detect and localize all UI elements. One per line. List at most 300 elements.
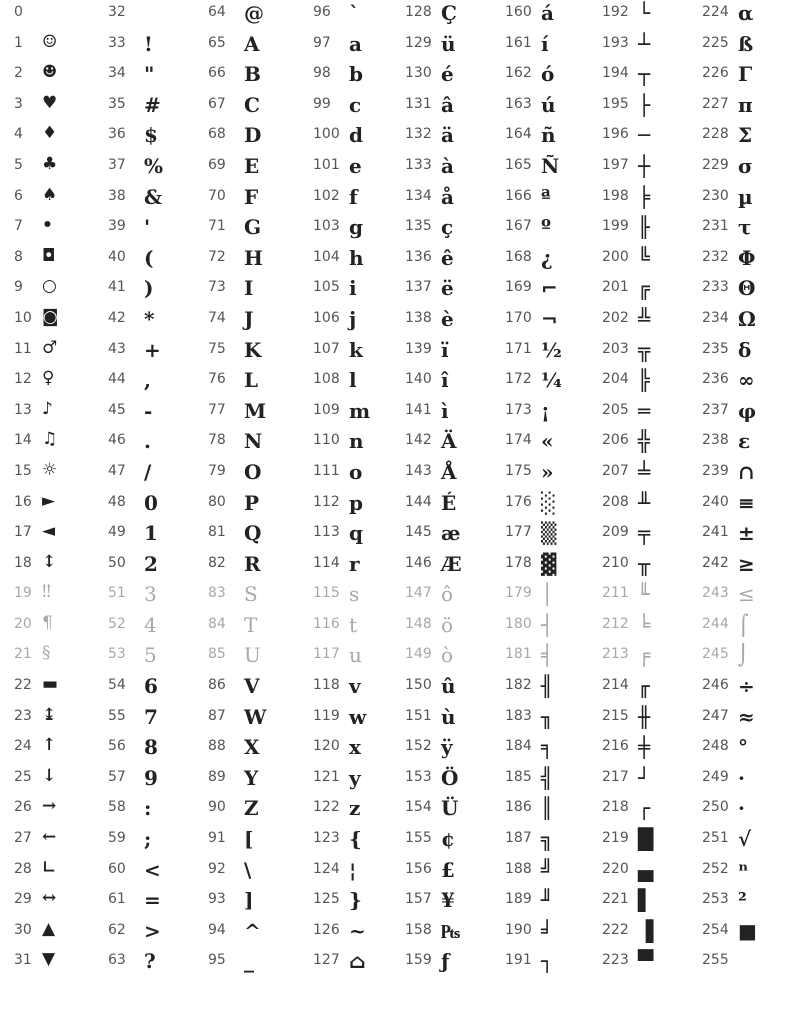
char-code: 151 xyxy=(405,707,432,724)
char-code: 180 xyxy=(505,615,532,632)
char-code: 240 xyxy=(702,493,729,510)
char-code: 121 xyxy=(313,768,340,785)
char-code: 182 xyxy=(505,677,532,694)
char-code: 56 xyxy=(108,738,126,755)
char-glyph: ╟ xyxy=(638,215,651,240)
char-code: 91 xyxy=(208,830,226,847)
char-glyph: ○ xyxy=(42,276,57,297)
char-row xyxy=(108,522,206,553)
char-code: 128 xyxy=(405,4,432,20)
char-glyph: ┌ xyxy=(638,796,651,821)
char-glyph: O xyxy=(244,459,262,484)
char-glyph: • xyxy=(42,215,53,236)
char-code: 223 xyxy=(602,952,629,969)
char-row xyxy=(313,308,411,339)
char-row xyxy=(702,920,790,951)
char-row xyxy=(505,553,603,584)
char-code: 26 xyxy=(14,799,32,816)
char-glyph: ↓ xyxy=(42,765,57,786)
char-code: 204 xyxy=(602,371,629,388)
char-code: 150 xyxy=(405,677,432,694)
char-glyph: ê xyxy=(441,245,454,270)
char-row xyxy=(405,155,503,186)
char-row xyxy=(505,828,603,859)
char-glyph: ╖ xyxy=(541,704,554,729)
char-code: 217 xyxy=(602,768,629,785)
char-row xyxy=(602,33,700,64)
char-row xyxy=(702,797,790,828)
char-row xyxy=(602,553,700,584)
char-code: 173 xyxy=(505,401,532,418)
char-row xyxy=(208,706,306,737)
char-row xyxy=(14,675,112,706)
char-code: 116 xyxy=(313,615,340,632)
char-row xyxy=(405,124,503,155)
char-glyph: ƒ xyxy=(441,949,450,974)
char-row xyxy=(602,339,700,370)
char-code: 106 xyxy=(313,309,340,326)
char-code: 64 xyxy=(208,4,226,20)
char-row xyxy=(405,889,503,920)
char-row xyxy=(14,583,112,614)
char-glyph: ┬ xyxy=(638,62,651,87)
char-row xyxy=(14,124,112,155)
char-glyph: ° xyxy=(738,735,748,760)
char-row xyxy=(208,33,306,64)
char-row xyxy=(313,644,411,675)
char-row xyxy=(208,155,306,186)
chart-column-224-255 xyxy=(702,2,790,981)
char-row xyxy=(14,706,112,737)
char-glyph: 2 xyxy=(144,551,158,576)
char-glyph: T xyxy=(244,612,258,637)
char-code: 18 xyxy=(14,554,32,571)
char-code: 39 xyxy=(108,218,126,235)
char-code: 117 xyxy=(313,646,340,663)
char-row xyxy=(602,797,700,828)
char-row xyxy=(405,216,503,247)
char-row xyxy=(108,369,206,400)
char-row xyxy=(702,155,790,186)
char-glyph: √ xyxy=(738,827,752,852)
char-glyph: ◘ xyxy=(42,245,56,266)
char-row xyxy=(14,308,112,339)
char-glyph: c xyxy=(349,92,362,117)
char-code: 14 xyxy=(14,432,32,449)
char-glyph: N xyxy=(244,429,263,454)
char-code: 243 xyxy=(702,585,729,602)
chart-column-128-159 xyxy=(405,2,503,981)
char-row xyxy=(505,430,603,461)
char-glyph: r xyxy=(349,551,360,576)
char-row xyxy=(405,308,503,339)
char-code: 142 xyxy=(405,432,432,449)
char-glyph: l xyxy=(349,368,357,393)
char-row xyxy=(602,2,700,33)
char-code: 115 xyxy=(313,585,340,602)
char-glyph: [ xyxy=(244,827,254,852)
char-glyph: ç xyxy=(441,215,454,240)
char-glyph: F xyxy=(244,184,259,209)
char-row xyxy=(313,828,411,859)
char-glyph: . xyxy=(144,429,151,454)
char-glyph: ` xyxy=(349,1,359,25)
char-code: 23 xyxy=(14,707,32,724)
char-code: 90 xyxy=(208,799,226,816)
char-row xyxy=(313,94,411,125)
char-row xyxy=(405,94,503,125)
char-code: 62 xyxy=(108,921,126,938)
char-row xyxy=(505,124,603,155)
char-row xyxy=(405,2,503,33)
char-glyph: j xyxy=(349,306,357,331)
char-code: 191 xyxy=(505,952,532,969)
char-glyph: D xyxy=(244,123,262,148)
char-code: 8 xyxy=(14,248,23,265)
char-glyph: ‼ xyxy=(42,582,51,603)
char-row xyxy=(313,614,411,645)
char-code: 68 xyxy=(208,126,226,143)
char-row xyxy=(405,461,503,492)
char-glyph: ♣ xyxy=(42,153,58,174)
char-row xyxy=(405,583,503,614)
char-code: 232 xyxy=(702,248,729,265)
char-code: 38 xyxy=(108,187,126,204)
char-row xyxy=(313,920,411,951)
char-row xyxy=(14,492,112,523)
char-code: 48 xyxy=(108,493,126,510)
chart-column-0-31 xyxy=(14,2,112,981)
char-code: 120 xyxy=(313,738,340,755)
char-row xyxy=(14,63,112,94)
char-glyph: ≤ xyxy=(738,582,755,607)
char-code: 171 xyxy=(505,340,532,357)
char-glyph: ï xyxy=(441,337,449,362)
char-row xyxy=(208,216,306,247)
char-code: 247 xyxy=(702,707,729,724)
char-glyph: ª xyxy=(541,184,551,209)
char-code: 226 xyxy=(702,65,729,82)
char-code: 147 xyxy=(405,585,432,602)
char-row xyxy=(405,675,503,706)
char-code: 114 xyxy=(313,554,340,571)
char-code: 136 xyxy=(405,248,432,265)
char-code: 156 xyxy=(405,860,432,877)
char-code: 239 xyxy=(702,462,729,479)
char-code: 124 xyxy=(313,860,340,877)
char-row xyxy=(208,461,306,492)
char-row xyxy=(702,614,790,645)
char-glyph: ¦ xyxy=(349,857,357,882)
char-row xyxy=(313,155,411,186)
char-code: 195 xyxy=(602,95,629,112)
char-code: 208 xyxy=(602,493,629,510)
char-code: 245 xyxy=(702,646,729,663)
char-glyph: * xyxy=(144,306,155,331)
char-glyph: τ xyxy=(738,215,752,240)
char-code: 2 xyxy=(14,65,23,82)
char-glyph: ╧ xyxy=(638,459,651,484)
chart-column-192-223 xyxy=(602,2,700,981)
char-code: 36 xyxy=(108,126,126,143)
char-code: 73 xyxy=(208,279,226,296)
char-glyph: : xyxy=(144,796,152,821)
char-glyph: Y xyxy=(244,765,259,790)
char-code: 185 xyxy=(505,768,532,785)
char-code: 148 xyxy=(405,615,432,632)
char-code: 17 xyxy=(14,524,32,541)
char-row xyxy=(702,706,790,737)
char-code: 75 xyxy=(208,340,226,357)
char-glyph: ¢ xyxy=(441,827,455,852)
char-code: 205 xyxy=(602,401,629,418)
char-row xyxy=(313,767,411,798)
char-code: 199 xyxy=(602,218,629,235)
char-glyph: █ xyxy=(638,827,654,852)
char-glyph: Æ xyxy=(441,551,462,576)
chart-column-64-95 xyxy=(208,2,306,981)
char-code: 246 xyxy=(702,677,729,694)
char-code: 21 xyxy=(14,646,32,663)
char-code: 19 xyxy=(14,585,32,602)
char-glyph: { xyxy=(349,827,362,852)
char-code: 203 xyxy=(602,340,629,357)
char-glyph: ì xyxy=(441,398,449,423)
char-row xyxy=(702,277,790,308)
char-glyph: q xyxy=(349,521,363,546)
char-glyph: ╦ xyxy=(638,337,651,362)
char-row xyxy=(602,216,700,247)
char-row xyxy=(505,797,603,828)
char-row xyxy=(313,339,411,370)
char-glyph: o xyxy=(349,459,363,484)
char-glyph: ∩ xyxy=(738,459,755,484)
char-code: 76 xyxy=(208,371,226,388)
char-row xyxy=(602,828,700,859)
char-code: 178 xyxy=(505,554,532,571)
char-code: 22 xyxy=(14,677,32,694)
char-row xyxy=(313,33,411,64)
char-code: 221 xyxy=(602,891,629,908)
char-row xyxy=(702,63,790,94)
char-glyph: y xyxy=(349,765,361,790)
char-glyph: b xyxy=(349,62,363,87)
char-glyph: ∞ xyxy=(738,368,755,393)
char-glyph: V xyxy=(244,674,260,699)
char-row xyxy=(602,644,700,675)
char-row xyxy=(702,216,790,247)
char-glyph: ; xyxy=(144,827,152,852)
char-code: 52 xyxy=(108,615,126,632)
char-glyph: ╚ xyxy=(638,245,651,270)
char-code: 218 xyxy=(602,799,629,816)
char-row xyxy=(108,33,206,64)
char-code: 1 xyxy=(14,34,23,51)
char-code: 237 xyxy=(702,401,729,418)
char-row xyxy=(702,644,790,675)
char-row xyxy=(108,797,206,828)
char-glyph: Ö xyxy=(441,765,459,790)
char-code: 33 xyxy=(108,34,126,51)
char-row xyxy=(108,63,206,94)
char-row xyxy=(108,644,206,675)
char-code: 108 xyxy=(313,371,340,388)
char-row xyxy=(602,94,700,125)
char-glyph: ⌡ xyxy=(738,643,749,668)
char-code: 69 xyxy=(208,156,226,173)
char-code: 72 xyxy=(208,248,226,265)
char-code: 244 xyxy=(702,615,729,632)
char-row xyxy=(602,461,700,492)
char-code: 5 xyxy=(14,156,23,173)
char-glyph: A xyxy=(244,31,260,56)
char-row xyxy=(313,430,411,461)
char-glyph: ╒ xyxy=(638,643,651,668)
char-code: 28 xyxy=(14,860,32,877)
char-row xyxy=(405,950,503,981)
char-glyph: → xyxy=(42,796,57,817)
char-row xyxy=(405,400,503,431)
char-glyph: å xyxy=(441,184,454,209)
char-row xyxy=(14,400,112,431)
char-code: 214 xyxy=(602,677,629,694)
char-row xyxy=(405,63,503,94)
char-code: 92 xyxy=(208,860,226,877)
char-row xyxy=(702,339,790,370)
char-glyph: ╬ xyxy=(638,429,651,454)
char-glyph: é xyxy=(441,62,454,87)
char-code: 230 xyxy=(702,187,729,204)
char-row xyxy=(405,247,503,278)
char-row xyxy=(602,155,700,186)
char-glyph: ╪ xyxy=(638,735,651,760)
char-row xyxy=(602,736,700,767)
char-code: 159 xyxy=(405,952,432,969)
char-row xyxy=(14,797,112,828)
char-glyph: ¥ xyxy=(441,888,455,913)
char-code: 31 xyxy=(14,952,32,969)
char-code: 212 xyxy=(602,615,629,632)
char-row xyxy=(405,369,503,400)
char-glyph: ↔ xyxy=(42,888,57,909)
char-row xyxy=(313,186,411,217)
char-glyph: ╠ xyxy=(638,368,651,393)
char-glyph: ≡ xyxy=(738,490,755,515)
char-glyph: g xyxy=(349,215,363,240)
char-row xyxy=(208,247,306,278)
char-code: 135 xyxy=(405,218,432,235)
char-code: 107 xyxy=(313,340,340,357)
char-row xyxy=(14,920,112,951)
char-code: 184 xyxy=(505,738,532,755)
char-row xyxy=(208,553,306,584)
char-row xyxy=(505,461,603,492)
char-code: 109 xyxy=(313,401,340,418)
char-code: 216 xyxy=(602,738,629,755)
char-glyph: Ω xyxy=(738,306,756,331)
char-row xyxy=(108,430,206,461)
char-glyph: = xyxy=(144,888,161,913)
char-code: 119 xyxy=(313,707,340,724)
char-code: 248 xyxy=(702,738,729,755)
char-glyph: 5 xyxy=(144,643,157,668)
char-code: 50 xyxy=(108,554,126,571)
char-code: 172 xyxy=(505,371,532,388)
char-code: 65 xyxy=(208,34,226,51)
char-code: 196 xyxy=(602,126,629,143)
char-code: 213 xyxy=(602,646,629,663)
char-row xyxy=(108,339,206,370)
char-row xyxy=(602,675,700,706)
char-row xyxy=(702,461,790,492)
char-glyph: ╗ xyxy=(541,827,554,852)
char-code: 88 xyxy=(208,738,226,755)
char-glyph: d xyxy=(349,123,363,148)
char-row xyxy=(208,63,306,94)
char-glyph: ╝ xyxy=(541,857,554,882)
char-row xyxy=(505,308,603,339)
char-row xyxy=(602,706,700,737)
char-row xyxy=(405,736,503,767)
char-glyph: · xyxy=(738,796,745,821)
char-row xyxy=(702,950,790,981)
char-glyph: ┤ xyxy=(541,612,554,637)
char-glyph: í xyxy=(541,31,549,56)
char-row xyxy=(405,339,503,370)
char-row xyxy=(702,430,790,461)
char-code: 51 xyxy=(108,585,126,602)
char-code: 42 xyxy=(108,309,126,326)
char-row xyxy=(602,614,700,645)
char-glyph: ▒ xyxy=(541,521,557,546)
char-row xyxy=(405,828,503,859)
char-glyph: e xyxy=(349,153,362,178)
char-row xyxy=(405,33,503,64)
char-glyph: > xyxy=(144,918,161,943)
char-code: 24 xyxy=(14,738,32,755)
char-code: 70 xyxy=(208,187,226,204)
char-code: 169 xyxy=(505,279,532,296)
char-code: 54 xyxy=(108,677,126,694)
char-row xyxy=(505,859,603,890)
char-code: 71 xyxy=(208,218,226,235)
char-code: 104 xyxy=(313,248,340,265)
char-code: 96 xyxy=(313,4,331,20)
char-glyph: # xyxy=(144,92,161,117)
char-glyph: 8 xyxy=(144,735,158,760)
char-glyph: § xyxy=(42,643,51,664)
char-glyph: ⌠ xyxy=(738,612,749,637)
char-row xyxy=(208,797,306,828)
char-row xyxy=(702,400,790,431)
char-row xyxy=(14,33,112,64)
char-code: 202 xyxy=(602,309,629,326)
char-code: 55 xyxy=(108,707,126,724)
char-code: 25 xyxy=(14,768,32,785)
char-code: 238 xyxy=(702,432,729,449)
char-row xyxy=(108,2,206,33)
char-glyph: ∟ xyxy=(42,857,57,878)
char-code: 10 xyxy=(14,309,32,326)
char-code: 35 xyxy=(108,95,126,112)
char-row xyxy=(702,369,790,400)
char-row xyxy=(208,2,306,33)
char-row xyxy=(208,767,306,798)
char-glyph: ò xyxy=(441,643,454,668)
char-code: 228 xyxy=(702,126,729,143)
char-glyph: ↕ xyxy=(42,551,57,572)
char-glyph: ' xyxy=(144,215,151,240)
